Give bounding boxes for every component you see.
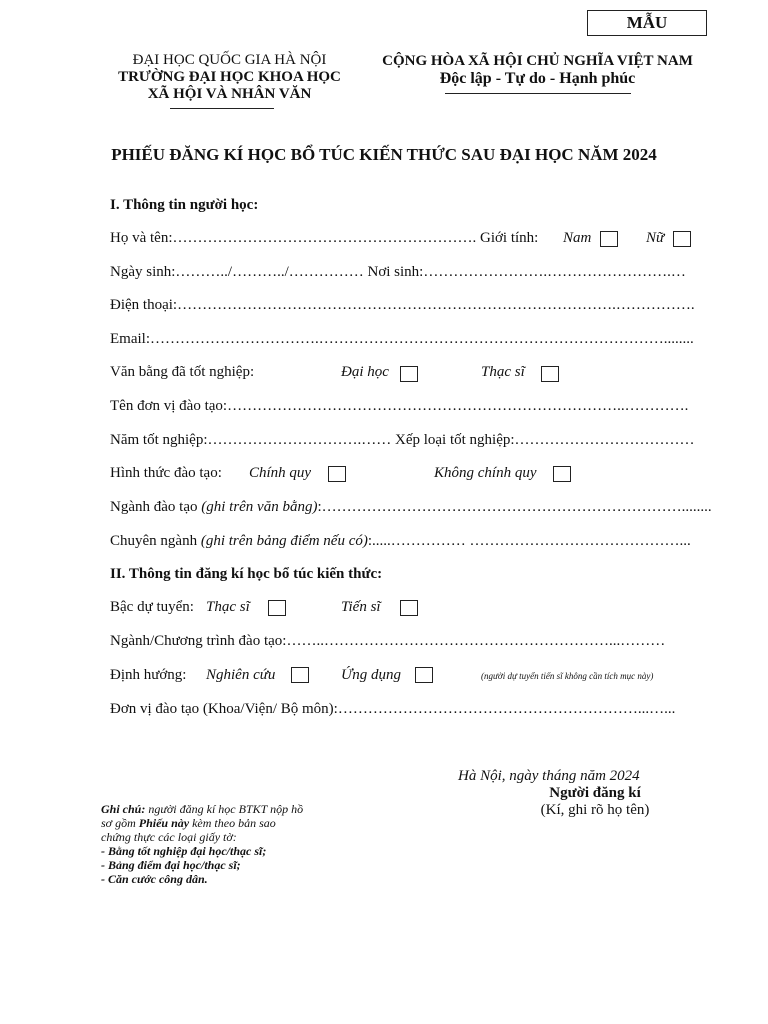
degree-label: Văn bằng đã tốt nghiệp: bbox=[110, 364, 255, 380]
note-text2c: kèm theo bản sao bbox=[189, 816, 276, 830]
level-master-label: Thạc sĩ bbox=[206, 599, 250, 615]
orientation-research-checkbox[interactable] bbox=[291, 667, 309, 683]
name-field[interactable]: Họ và tên:……………………………………………………. Giới tính: bbox=[110, 230, 539, 246]
note-text2a: sơ gồm bbox=[101, 816, 139, 830]
university-name: ĐẠI HỌC QUỐC GIA HÀ NỘI bbox=[132, 52, 327, 68]
header-right bbox=[370, 52, 705, 88]
level-label: Bậc dự tuyển: bbox=[110, 599, 194, 615]
note-text2b: Phiếu này bbox=[138, 816, 190, 830]
school-name-line1: TRƯỜNG ĐẠI HỌC KHOA HỌC bbox=[118, 69, 341, 85]
dob-birthplace-field[interactable]: Ngày sinh:………../………../…………… Nơi sinh:…………………….…………………….… bbox=[110, 264, 686, 280]
national-motto: Độc lập - Tự do - Hạnh phúc bbox=[439, 70, 636, 87]
orientation-applied-checkbox[interactable] bbox=[415, 667, 433, 683]
training-form-label: Hình thức đào tạo: bbox=[110, 465, 222, 481]
major-field[interactable] bbox=[110, 499, 712, 516]
note-line2 bbox=[101, 816, 303, 830]
major-dots: :………………………………………………………………........ bbox=[317, 499, 712, 515]
header-right-underline bbox=[445, 93, 631, 94]
note-text1: người đăng kí học BTKT nộp hồ bbox=[145, 802, 304, 816]
orientation-label: Định hướng: bbox=[110, 667, 187, 683]
orientation-research-label: Nghiên cứu bbox=[206, 667, 276, 683]
specialization-note: (ghi trên bảng điểm nếu có) bbox=[200, 533, 368, 549]
orientation-applied-label: Ứng dụng bbox=[341, 667, 402, 683]
unit-field[interactable]: Đơn vị đào tạo (Khoa/Viện/ Bộ môn):……………………………………………………...…... bbox=[110, 701, 676, 717]
note-item3: - Căn cước công dân. bbox=[101, 872, 208, 886]
school-name-line2: XÃ HỘI VÀ NHÂN VĂN bbox=[147, 86, 312, 102]
signature-subtitle: (Kí, ghi rõ họ tên) bbox=[540, 802, 650, 818]
form-title: PHIẾU ĐĂNG KÍ HỌC BỔ TÚC KIẾN THỨC SAU ĐẠI HỌC NĂM 2024 bbox=[111, 145, 657, 164]
gender-male-label: Nam bbox=[563, 230, 592, 246]
grad-year-rank-field[interactable]: Năm tốt nghiệp:………………………….…… Xếp loại tốt nghiệp:……………………………… bbox=[110, 432, 695, 448]
level-doctor-label: Tiến sĩ bbox=[341, 599, 381, 615]
note-block bbox=[101, 802, 303, 886]
institution-field[interactable]: Tên đơn vị đào tạo:……………………………………………………………………..…………. bbox=[110, 398, 689, 414]
signature-date: Hà Nội, ngày tháng năm 2024 bbox=[458, 768, 640, 784]
section2-heading: II. Thông tin đăng kí học bổ túc kiến thức: bbox=[110, 566, 383, 582]
specialization-label: Chuyên ngành bbox=[110, 533, 198, 549]
degree-master-checkbox[interactable] bbox=[541, 366, 559, 382]
level-master-checkbox[interactable] bbox=[268, 600, 286, 616]
note-line1 bbox=[101, 802, 303, 816]
gender-female-label: Nữ bbox=[646, 230, 665, 246]
major-note: (ghi trên văn bằng) bbox=[201, 499, 318, 515]
email-field[interactable]: Email:…………………………….……………………………………………………………........ bbox=[110, 331, 694, 347]
training-irregular-label: Không chính quy bbox=[434, 465, 537, 481]
header-left-underline bbox=[170, 108, 274, 109]
orientation-note: (người dự tuyển tiến sĩ không cần tích mục này) bbox=[481, 671, 654, 681]
degree-master-label: Thạc sĩ bbox=[481, 364, 525, 380]
note-item1: - Bằng tốt nghiệp đại học/thạc sĩ; bbox=[101, 844, 267, 858]
level-doctor-checkbox[interactable] bbox=[400, 600, 418, 616]
form-sample-badge: MẪU bbox=[587, 10, 707, 36]
note-item2: - Bảng điểm đại học/thạc sĩ; bbox=[101, 858, 241, 872]
degree-university-checkbox[interactable] bbox=[400, 366, 418, 382]
phone-field[interactable]: Điện thoại:…………………………………………………………………………….……………. bbox=[110, 297, 695, 313]
country-name: CỘNG HÒA XÃ HỘI CHỦ NGHĨA VIỆT NAM bbox=[382, 53, 693, 69]
training-regular-label: Chính quy bbox=[249, 465, 312, 481]
gender-female-checkbox[interactable] bbox=[673, 231, 691, 247]
gender-male-checkbox[interactable] bbox=[600, 231, 618, 247]
note-line3: chứng thực các loại giấy tờ: bbox=[101, 830, 237, 844]
major-label: Ngành đào tạo bbox=[110, 499, 198, 515]
header-left bbox=[92, 52, 367, 103]
training-regular-checkbox[interactable] bbox=[328, 466, 346, 482]
specialization-dots: :.....…………… ……………………………………... bbox=[367, 533, 691, 549]
degree-university-label: Đại học bbox=[341, 364, 389, 380]
program-field[interactable]: Ngành/Chương trình đào tạo:……..…………………………………………………...……… bbox=[110, 633, 666, 649]
note-label: Ghi chú: bbox=[101, 802, 146, 816]
section1-heading: I. Thông tin người học: bbox=[110, 197, 259, 213]
signature-title: Người đăng kí bbox=[549, 785, 641, 801]
specialization-field[interactable] bbox=[110, 533, 691, 550]
training-irregular-checkbox[interactable] bbox=[553, 466, 571, 482]
